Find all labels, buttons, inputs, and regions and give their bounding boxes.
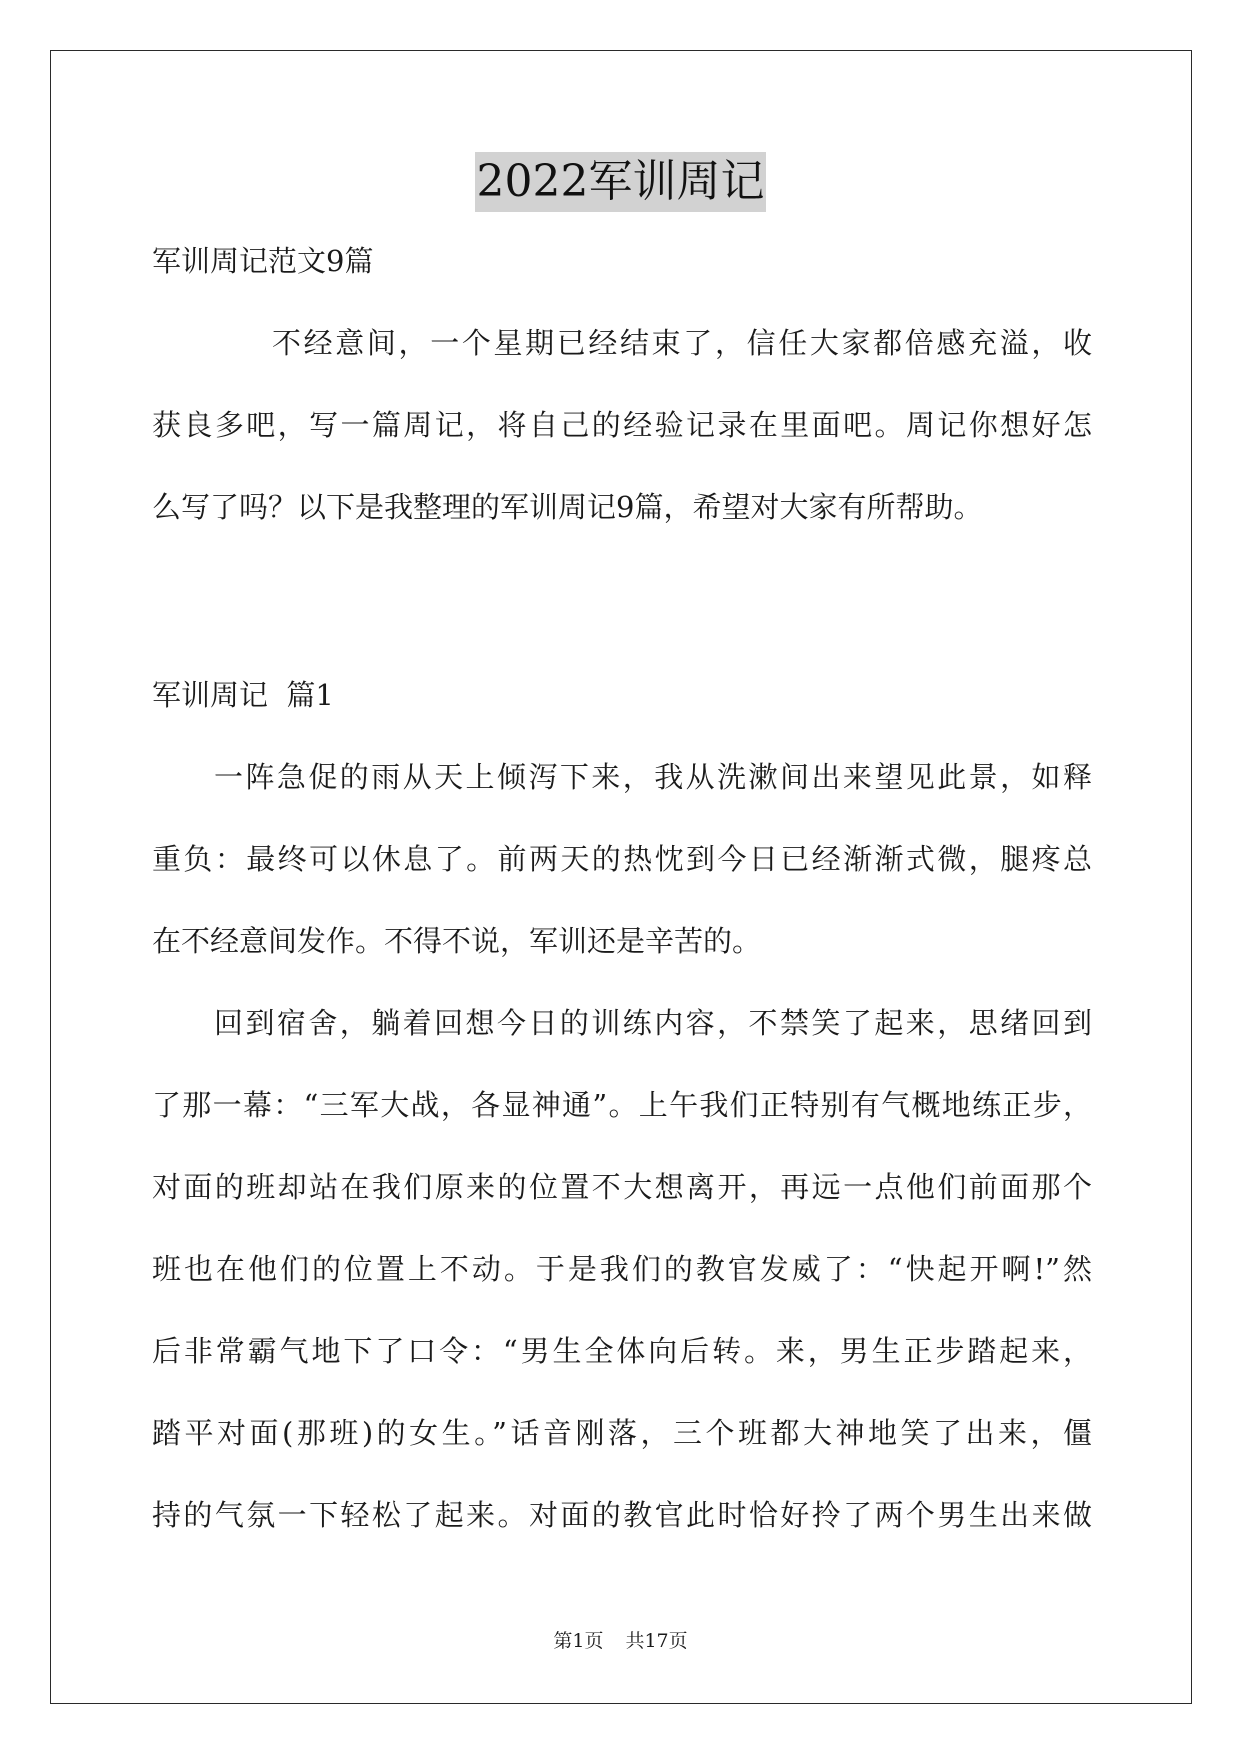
- body-line: 回到宿舍，躺着回想今日的训练内容，不禁笑了起来，思绪回到: [214, 1006, 1092, 1040]
- intro-line: 么写了吗？以下是我整理的军训周记9篇，希望对大家有所帮助。: [152, 490, 983, 524]
- subtitle: 军训周记范文9篇: [152, 244, 374, 278]
- body-line: 重负：最终可以休息了。前两天的热忱到今日已经渐渐式微，腿疼总: [152, 842, 1092, 876]
- document-body: [152, 230, 1092, 1566]
- page-footer: [0, 1626, 1241, 1656]
- body-line: 在不经意间发作。不得不说，军训还是辛苦的。: [152, 924, 762, 958]
- body-line: 持的气氛一下轻松了起来。对面的教官此时恰好拎了两个男生出来做: [152, 1498, 1092, 1532]
- document-title: 2022军训周记: [475, 152, 767, 212]
- body-line: 了那一幕：“三军大战，各显神通”。上午我们正特别有气概地练正步，: [152, 1088, 1092, 1122]
- section-heading: 军训周记 篇1: [152, 678, 334, 712]
- body-line: 班也在他们的位置上不动。于是我们的教官发威了：“快起开啊!”然: [152, 1252, 1092, 1286]
- body-line: 后非常霸气地下了口令：“男生全体向后转。来，男生正步踏起来，: [152, 1334, 1092, 1368]
- title-container: [0, 152, 1241, 212]
- page-total: 共17页: [625, 1630, 688, 1652]
- page-number: 第1页: [553, 1630, 604, 1652]
- intro-line: 获良多吧，写一篇周记，将自己的经验记录在里面吧。周记你想好怎: [152, 408, 1092, 442]
- body-line: 一阵急促的雨从天上倾泻下来，我从洗漱间出来望见此景，如释: [214, 760, 1092, 794]
- body-line: 对面的班却站在我们原来的位置不大想离开，再远一点他们前面那个: [152, 1170, 1092, 1204]
- intro-line: 不经意间，一个星期已经结束了，信任大家都倍感充溢，收: [272, 326, 1092, 360]
- section-gap: [152, 558, 1092, 664]
- body-line: 踏平对面(那班)的女生。”话音刚落，三个班都大神地笑了出来，僵: [152, 1416, 1092, 1450]
